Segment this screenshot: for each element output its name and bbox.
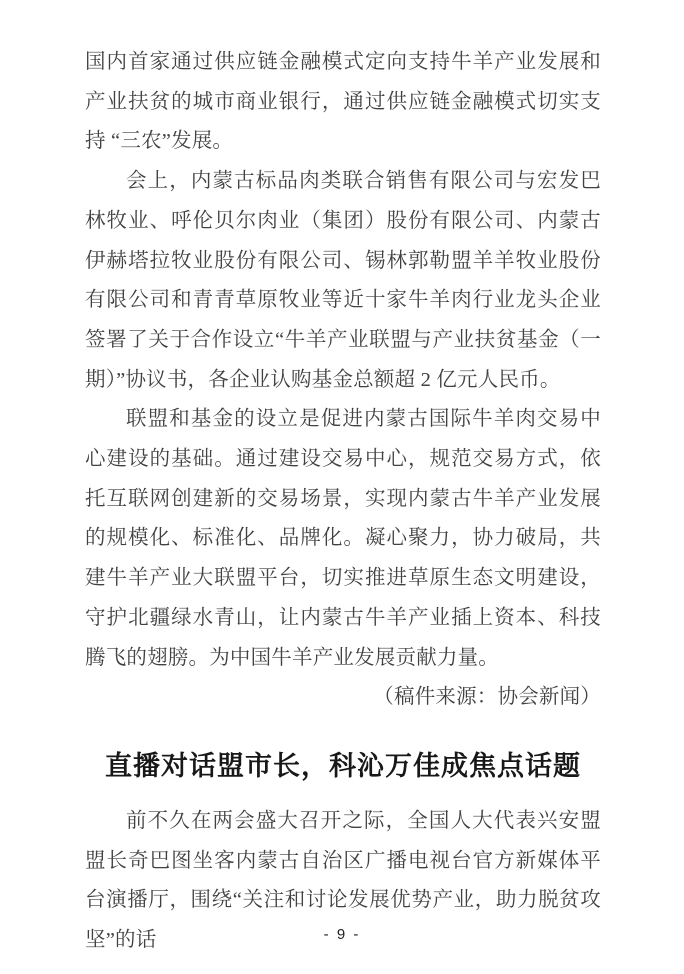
paragraph: 联盟和基金的设立是促进内蒙古国际牛羊肉交易中心建设的基础。通过建设交易中心，规范交易方式，依托互联网创建新的交易场景，实现内蒙古牛羊产业发展的规模化、标准化、品牌化。凝心聚力，协力破局，共建牛羊产业大联盟平台，切实推进草原生态文明建设，守护北疆绿水青山，让内蒙古牛羊产业插上资本、科技腾飞的翅膀。为中国牛羊产业发展贡献力量。 xyxy=(85,408,601,669)
page-number: - 9 - xyxy=(323,926,361,943)
paragraph: 会上，内蒙古标品肉类联合销售有限公司与宏发巴林牧业、呼伦贝尔肉业（集团）股份有限公司、内蒙古伊赫塔拉牧业股份有限公司、锡林郭勒盟羊羊牧业股份有限公司和青青草原牧业等近十家牛羊肉行业龙头企业签署了关于合作设立“牛羊产业联盟与产业扶贫基金（一期）”协议书，各企业认购基金总额超 2 亿元人民币。 xyxy=(85,170,601,391)
paragraph: 前不久在两会盛大召开之际，全国人大代表兴安盟盟长奇巴图坐客内蒙古自治区广播电视台官方新媒体平台演播厅，围绕“关注和讨论发展优势产业，助力脱贫攻坚”的话 xyxy=(85,809,601,952)
paragraph: 国内首家通过供应链金融模式定向支持牛羊产业发展和产业扶贫的城市商业银行，通过供应链金融模式切实支持 “三农”发展。 xyxy=(85,51,601,153)
source-attribution: （稿件来源：协会新闻） xyxy=(373,686,601,709)
article-title: 直播对话盟市长，科沁万佳成焦点话题 xyxy=(105,750,581,781)
page-content xyxy=(85,43,601,961)
